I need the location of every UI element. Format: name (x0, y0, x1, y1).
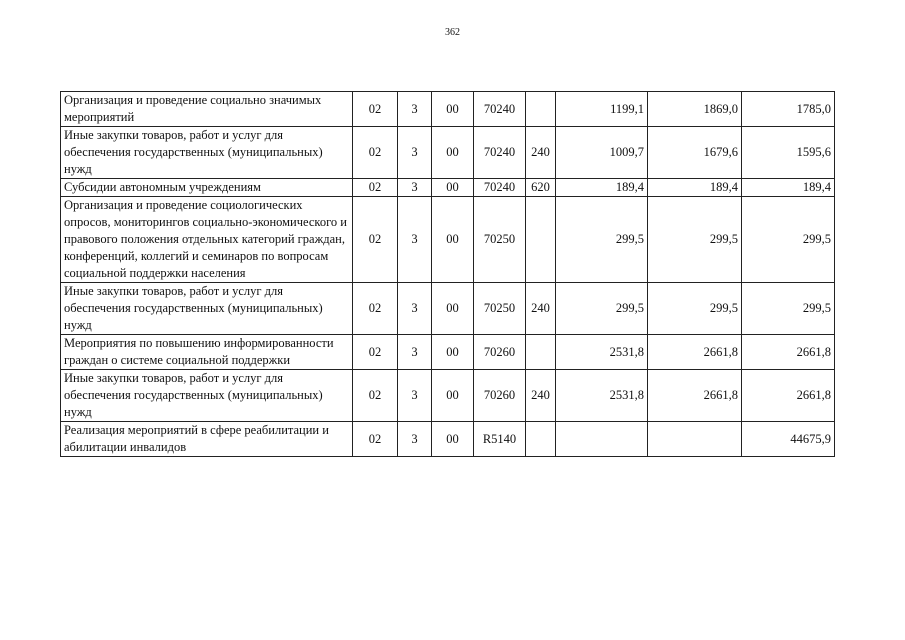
subprogram-code-cell: 00 (432, 127, 474, 179)
table-row (61, 127, 835, 179)
direction-code-cell: 70240 (474, 127, 526, 179)
amount-year2-cell: 299,5 (648, 283, 742, 335)
expense-type-cell (526, 335, 556, 370)
table-body (61, 92, 835, 457)
program-code-cell: 3 (398, 197, 432, 283)
section-code-cell: 02 (353, 370, 398, 422)
amount-year3-cell: 44675,9 (742, 422, 835, 457)
amount-year1-cell: 1199,1 (556, 92, 648, 127)
amount-year1-cell: 299,5 (556, 283, 648, 335)
section-code-cell: 02 (353, 335, 398, 370)
program-code-cell: 3 (398, 283, 432, 335)
subprogram-code-cell: 00 (432, 422, 474, 457)
amount-year3-cell: 1595,6 (742, 127, 835, 179)
amount-year2-cell: 1869,0 (648, 92, 742, 127)
expense-type-cell: 240 (526, 127, 556, 179)
amount-year1-cell: 299,5 (556, 197, 648, 283)
program-code-cell: 3 (398, 179, 432, 197)
subprogram-code-cell: 00 (432, 197, 474, 283)
section-code-cell: 02 (353, 283, 398, 335)
direction-code-cell: 70260 (474, 335, 526, 370)
table-row (61, 197, 835, 283)
program-code-cell: 3 (398, 335, 432, 370)
row-name-cell: Реализация мероприятий в сфере реабилитации и абилитации инвалидов (61, 422, 353, 457)
amount-year2-cell: 299,5 (648, 197, 742, 283)
subprogram-code-cell: 00 (432, 179, 474, 197)
amount-year3-cell: 2661,8 (742, 370, 835, 422)
amount-year1-cell: 189,4 (556, 179, 648, 197)
program-code-cell: 3 (398, 127, 432, 179)
section-code-cell: 02 (353, 179, 398, 197)
table-row (61, 283, 835, 335)
row-name-cell: Мероприятия по повышению информированности граждан о системе социальной поддержки (61, 335, 353, 370)
direction-code-cell: 70240 (474, 92, 526, 127)
program-code-cell: 3 (398, 370, 432, 422)
amount-year1-cell (556, 422, 648, 457)
page-number: 362 (445, 27, 460, 38)
direction-code-cell: 70260 (474, 370, 526, 422)
expense-type-cell: 240 (526, 370, 556, 422)
expense-type-cell (526, 422, 556, 457)
direction-code-cell: R5140 (474, 422, 526, 457)
row-name-cell: Организация и проведение социально значимых мероприятий (61, 92, 353, 127)
amount-year2-cell: 2661,8 (648, 370, 742, 422)
row-name-cell: Организация и проведение социологических опросов, мониторингов социально-экономического и правового положения отдельных категорий граждан, конференций, коллегий и семинаров по вопросам социальной поддержки населения (61, 197, 353, 283)
row-name-cell: Иные закупки товаров, работ и услуг для обеспечения государственных (муниципальных) нужд (61, 127, 353, 179)
subprogram-code-cell: 00 (432, 370, 474, 422)
expense-type-cell (526, 92, 556, 127)
table-row (61, 422, 835, 457)
table-row (61, 335, 835, 370)
direction-code-cell: 70250 (474, 197, 526, 283)
amount-year2-cell: 2661,8 (648, 335, 742, 370)
table-row (61, 370, 835, 422)
row-name-cell: Иные закупки товаров, работ и услуг для обеспечения государственных (муниципальных) нужд (61, 370, 353, 422)
amount-year2-cell: 189,4 (648, 179, 742, 197)
row-name-cell: Субсидии автономным учреждениям (61, 179, 353, 197)
program-code-cell: 3 (398, 92, 432, 127)
amount-year1-cell: 1009,7 (556, 127, 648, 179)
section-code-cell: 02 (353, 422, 398, 457)
direction-code-cell: 70240 (474, 179, 526, 197)
expense-type-cell (526, 197, 556, 283)
amount-year3-cell: 189,4 (742, 179, 835, 197)
table-row (61, 92, 835, 127)
amount-year2-cell: 1679,6 (648, 127, 742, 179)
expense-type-cell: 620 (526, 179, 556, 197)
amount-year2-cell (648, 422, 742, 457)
amount-year3-cell: 1785,0 (742, 92, 835, 127)
section-code-cell: 02 (353, 127, 398, 179)
amount-year1-cell: 2531,8 (556, 335, 648, 370)
amount-year3-cell: 2661,8 (742, 335, 835, 370)
direction-code-cell: 70250 (474, 283, 526, 335)
row-name-cell: Иные закупки товаров, работ и услуг для обеспечения государственных (муниципальных) нужд (61, 283, 353, 335)
budget-table (60, 91, 835, 457)
expense-type-cell: 240 (526, 283, 556, 335)
subprogram-code-cell: 00 (432, 92, 474, 127)
section-code-cell: 02 (353, 197, 398, 283)
amount-year1-cell: 2531,8 (556, 370, 648, 422)
program-code-cell: 3 (398, 422, 432, 457)
table-row (61, 179, 835, 197)
subprogram-code-cell: 00 (432, 283, 474, 335)
subprogram-code-cell: 00 (432, 335, 474, 370)
amount-year3-cell: 299,5 (742, 283, 835, 335)
section-code-cell: 02 (353, 92, 398, 127)
amount-year3-cell: 299,5 (742, 197, 835, 283)
